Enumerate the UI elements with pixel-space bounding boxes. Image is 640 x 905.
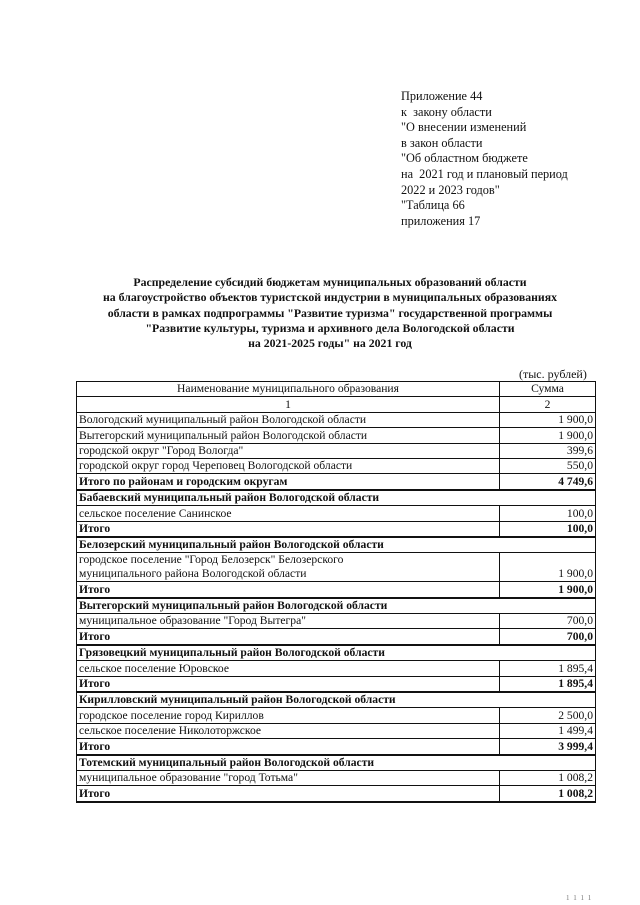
annex-line: "О внесении изменений bbox=[401, 120, 527, 135]
total-row bbox=[77, 582, 596, 598]
municipality-name: городской округ город Череповец Вологодской области bbox=[77, 458, 500, 473]
table-row bbox=[77, 412, 596, 427]
table-row bbox=[77, 708, 596, 723]
subsidy-amount: 700,0 bbox=[500, 614, 596, 629]
district-section-row bbox=[77, 490, 596, 506]
subsidy-amount: 1 895,4 bbox=[500, 661, 596, 676]
district-name: Вытегорский муниципальный район Вологодской области bbox=[77, 598, 596, 614]
total-amount: 100,0 bbox=[500, 521, 596, 537]
total-label: Итого bbox=[77, 582, 500, 598]
municipality-name: Вытегорский муниципальный район Вологодской области bbox=[77, 428, 500, 443]
municipality-name: городское поселение "Город Белозерск" Белозерского муниципального района Вологодской области bbox=[77, 553, 500, 582]
column-number-1: 1 bbox=[77, 397, 500, 412]
subsidy-amount: 1 900,0 bbox=[500, 553, 596, 582]
total-label: Итого bbox=[77, 739, 500, 755]
municipality-name: сельское поселение Николоторжское bbox=[77, 723, 500, 738]
district-name: Кирилловский муниципальный район Вологодской области bbox=[77, 692, 596, 708]
annex-line: "Таблица 66 bbox=[401, 198, 465, 213]
table-row bbox=[77, 443, 596, 458]
subsidy-amount: 550,0 bbox=[500, 458, 596, 473]
title-line: Распределение субсидий бюджетам муниципальных образований области bbox=[133, 275, 527, 289]
subsidy-amount: 399,6 bbox=[500, 443, 596, 458]
total-amount: 700,0 bbox=[500, 629, 596, 645]
title-line: на благоустройство объектов туристской индустрии в муниципальных образованиях bbox=[103, 290, 557, 305]
annex-line: Приложение 44 bbox=[401, 89, 483, 103]
municipality-name: городской округ "Город Вологда" bbox=[77, 443, 500, 458]
district-section-row bbox=[77, 755, 596, 771]
total-row bbox=[77, 521, 596, 537]
title-line: области в рамках подпрограммы "Развитие туризма" государственной программы bbox=[107, 305, 553, 320]
header-sum: Сумма bbox=[500, 382, 596, 397]
municipality-name: муниципальное образование "Город Вытегра" bbox=[77, 614, 500, 629]
total-amount: 3 999,4 bbox=[500, 739, 596, 755]
table-row bbox=[77, 661, 596, 676]
subsidy-amount: 2 500,0 bbox=[500, 708, 596, 723]
district-section-row bbox=[77, 537, 596, 553]
subsidy-amount: 100,0 bbox=[500, 506, 596, 521]
page-mark: 1 1 1 1 bbox=[566, 894, 593, 902]
municipality-name: городское поселение город Кириллов bbox=[77, 708, 500, 723]
subsidy-amount: 1 900,0 bbox=[500, 412, 596, 427]
annex-line: "Об областном бюджете bbox=[401, 151, 528, 166]
total-row bbox=[77, 676, 596, 692]
total-amount: 1 895,4 bbox=[500, 676, 596, 692]
title-line: "Развитие культуры, туризма и архивного дела Вологодской области bbox=[145, 320, 515, 335]
subsidy-table bbox=[76, 381, 596, 803]
municipality-name: муниципальное образование "город Тотьма" bbox=[77, 770, 500, 785]
total-label: Итого bbox=[77, 676, 500, 692]
column-number-row bbox=[77, 397, 596, 412]
annex-reference bbox=[401, 89, 568, 229]
total-label: Итого bbox=[77, 521, 500, 537]
district-section-row bbox=[77, 598, 596, 614]
district-name: Тотемский муниципальный район Вологодской области bbox=[77, 755, 596, 771]
table-row bbox=[77, 458, 596, 473]
municipality-name: сельское поселение Юровское bbox=[77, 661, 500, 676]
total-label: Итого bbox=[77, 786, 500, 802]
total-amount: 1 900,0 bbox=[500, 582, 596, 598]
table-header-row bbox=[77, 382, 596, 397]
table-row bbox=[77, 428, 596, 443]
header-name: Наименование муниципального образования bbox=[77, 382, 500, 397]
annex-line: приложения 17 bbox=[401, 213, 481, 228]
district-name: Белозерский муниципальный район Вологодской области bbox=[77, 537, 596, 553]
table-row bbox=[77, 553, 596, 582]
document-title bbox=[40, 275, 620, 351]
total-label: Итого по районам и городским округам bbox=[77, 474, 500, 490]
total-row bbox=[77, 739, 596, 755]
annex-line: к закону области bbox=[401, 104, 492, 119]
municipality-name: сельское поселение Санинское bbox=[77, 506, 500, 521]
subsidy-amount: 1 499,4 bbox=[500, 723, 596, 738]
district-section-row bbox=[77, 692, 596, 708]
total-row bbox=[77, 629, 596, 645]
table-row bbox=[77, 614, 596, 629]
total-row bbox=[77, 474, 596, 490]
subsidy-amount: 1 008,2 bbox=[500, 770, 596, 785]
total-row bbox=[77, 786, 596, 802]
table-row bbox=[77, 723, 596, 738]
subsidy-amount: 1 900,0 bbox=[500, 428, 596, 443]
annex-line: на 2021 год и плановый период bbox=[401, 166, 568, 181]
column-number-2: 2 bbox=[500, 397, 596, 412]
title-line: на 2021-2025 годы" на 2021 год bbox=[248, 336, 412, 351]
units-label: (тыс. рублей) bbox=[519, 367, 587, 381]
table-row bbox=[77, 506, 596, 521]
annex-line: 2022 и 2023 годов" bbox=[401, 182, 500, 197]
municipality-name: Вологодский муниципальный район Вологодской области bbox=[77, 412, 500, 427]
total-label: Итого bbox=[77, 629, 500, 645]
table-row bbox=[77, 770, 596, 785]
district-name: Бабаевский муниципальный район Вологодской области bbox=[77, 490, 596, 506]
district-name: Грязовецкий муниципальный район Вологодской области bbox=[77, 645, 596, 661]
district-section-row bbox=[77, 645, 596, 661]
annex-line: в закон области bbox=[401, 135, 483, 150]
total-amount: 4 749,6 bbox=[500, 474, 596, 490]
total-amount: 1 008,2 bbox=[500, 786, 596, 802]
